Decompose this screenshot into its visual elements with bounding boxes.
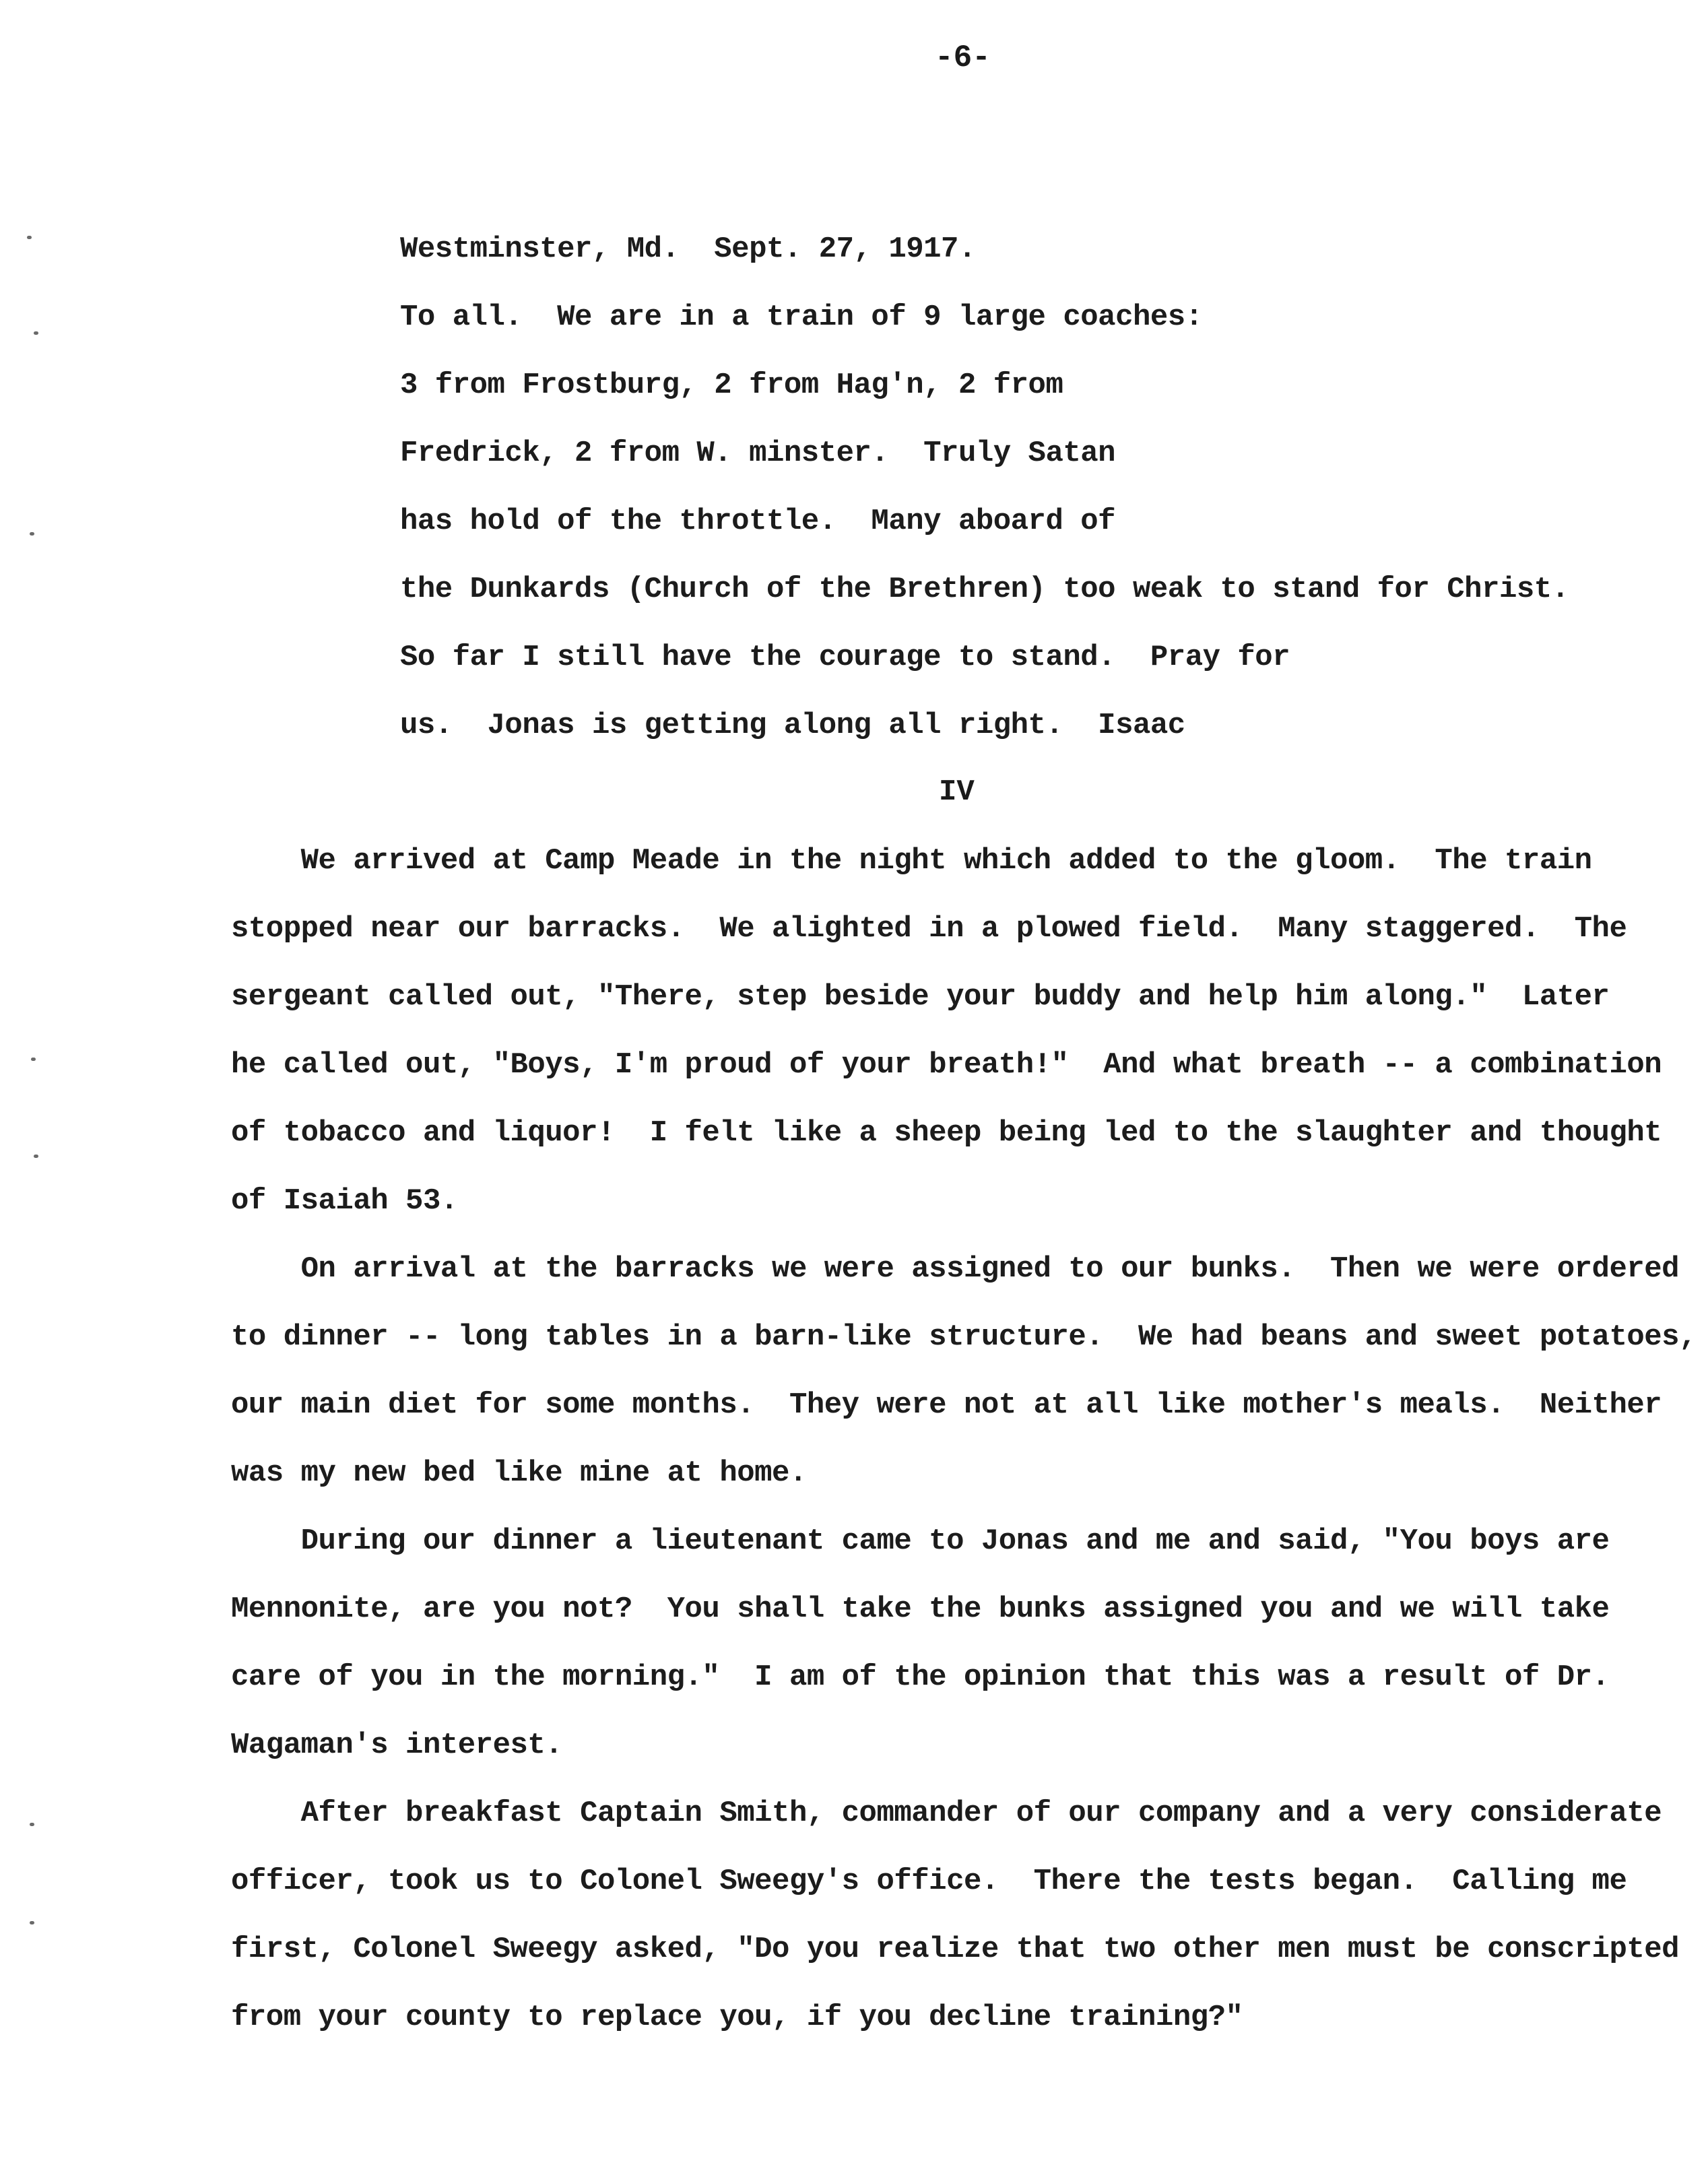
margin-speck [31,1058,36,1061]
letter-line: To all. We are in a train of 9 large coaches: [400,300,1203,334]
margin-speck [27,236,32,239]
body-line: of tobacco and liquor! I felt like a sheep being led to the slaughter and thought [231,1116,1662,1150]
body-line: was my new bed like mine at home. [231,1456,807,1490]
letter-line: Westminster, Md. Sept. 27, 1917. [400,232,976,266]
margin-speck [34,331,38,335]
body-line: After breakfast Captain Smith, commander of our company and a very considerate [231,1796,1662,1830]
letter-line: So far I still have the courage to stand. Pray for [400,641,1290,674]
body-line: officer, took us to Colonel Sweegy's office. There the tests began. Calling me [231,1865,1627,1898]
body-line: Mennonite, are you not? You shall take the bunks assigned you and we will take [231,1592,1610,1626]
body-line: Wagaman's interest. [231,1728,563,1762]
margin-speck [30,532,34,536]
letter-line: the Dunkards (Church of the Brethren) too weak to stand for Christ. [400,573,1569,606]
body-line: stopped near our barracks. We alighted in a plowed field. Many staggered. The [231,912,1627,946]
body-line: he called out, "Boys, I'm proud of your breath!" And what breath -- a combination [231,1048,1662,1082]
letter-line: has hold of the throttle. Many aboard of [400,505,1116,538]
margin-speck [34,1155,38,1158]
body-line: care of you in the morning." I am of the opinion that this was a result of Dr. [231,1660,1610,1694]
body-line: to dinner -- long tables in a barn-like structure. We had beans and sweet potatoes, [231,1320,1697,1354]
page-number: -6- [935,40,991,75]
body-line: During our dinner a lieutenant came to Jonas and me and said, "You boys are [231,1524,1610,1558]
letter-line: Fredrick, 2 from W. minster. Truly Satan [400,436,1116,470]
body-line: of Isaiah 53. [231,1184,458,1218]
margin-speck [30,1921,34,1924]
body-line: from your county to replace you, if you decline training?" [231,2001,1243,2034]
body-line: sergeant called out, "There, step beside your buddy and help him along." Later [231,980,1610,1014]
body-line: We arrived at Camp Meade in the night which added to the gloom. The train [231,844,1592,878]
body-line: our main diet for some months. They were not at all like mother's meals. Neither [231,1388,1662,1422]
body-line: On arrival at the barracks we were assigned to our bunks. Then we were ordered [231,1252,1680,1286]
letter-line: 3 from Frostburg, 2 from Hag'n, 2 from [400,368,1063,402]
letter-line: us. Jonas is getting along all right. Isaac [400,709,1185,742]
section-heading: IV [939,775,975,809]
body-line: first, Colonel Sweegy asked, "Do you realize that two other men must be conscripted [231,1933,1680,1966]
margin-speck [30,1823,34,1826]
